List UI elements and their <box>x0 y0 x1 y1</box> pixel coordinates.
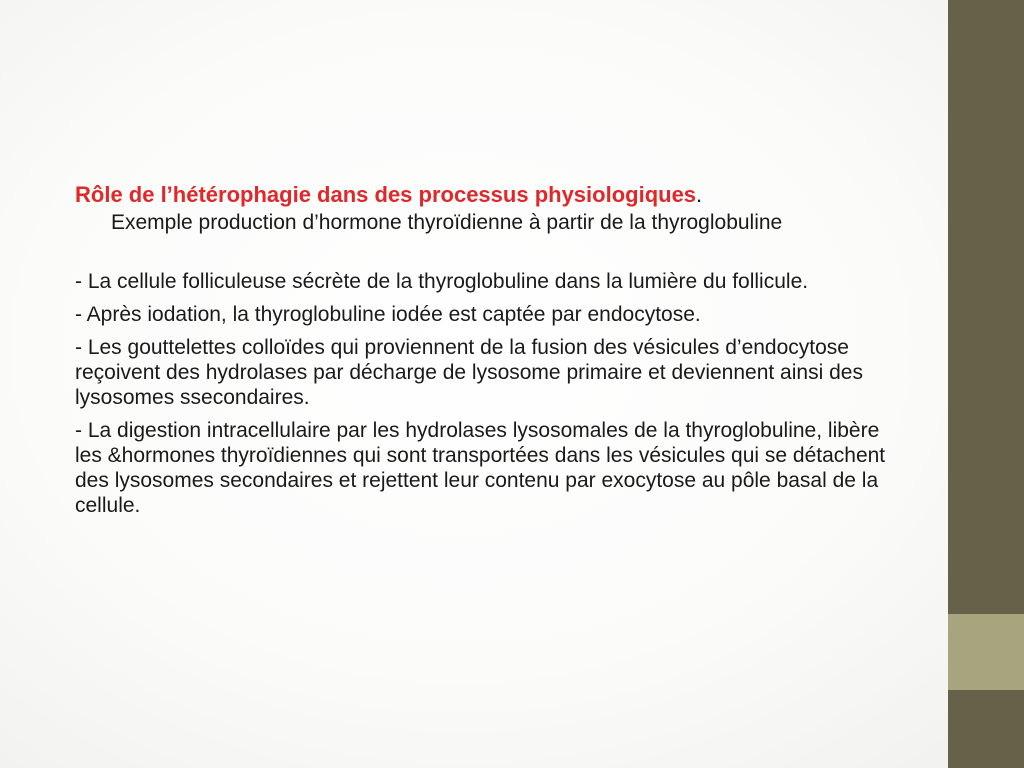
slide-body <box>75 180 905 526</box>
slide-title-period: . <box>696 182 703 207</box>
slide-title <box>75 180 905 210</box>
bullet-paragraph-4: - La digestion intracellulaire par les hydrolases lysosomales de la thyroglobuline, libère les &hormones thyroïdiennes qui sont transportées dans les vésicules qui se détachent des lysosomes secondaires et rejettent leur contenu par exocytose au pôle basal de la cellule. <box>75 419 886 517</box>
bullet-paragraph-1: - La cellule folliculeuse sécrète de la thyroglobuline dans la lumière du follicule. <box>75 270 809 293</box>
bullet-paragraph-3: - Les gouttelettes colloïdes qui proviennent de la fusion des vésicules d’endocytose reçoivent des hydrolases par décharge de lysosome primaire et deviennent ainsi des lysosomes ssecondaires. <box>75 336 863 409</box>
slide-title-text: Rôle de l’hétérophagie dans des processus physiologiques <box>75 182 697 207</box>
bullet-paragraph-2: - Après iodation, la thyroglobuline iodée est captée par endocytose. <box>75 303 701 326</box>
decorative-side-accent <box>948 614 1024 690</box>
intro-paragraph: Exemple production d’hormone thyroïdienne à partir de la thyroglobuline <box>111 211 783 234</box>
